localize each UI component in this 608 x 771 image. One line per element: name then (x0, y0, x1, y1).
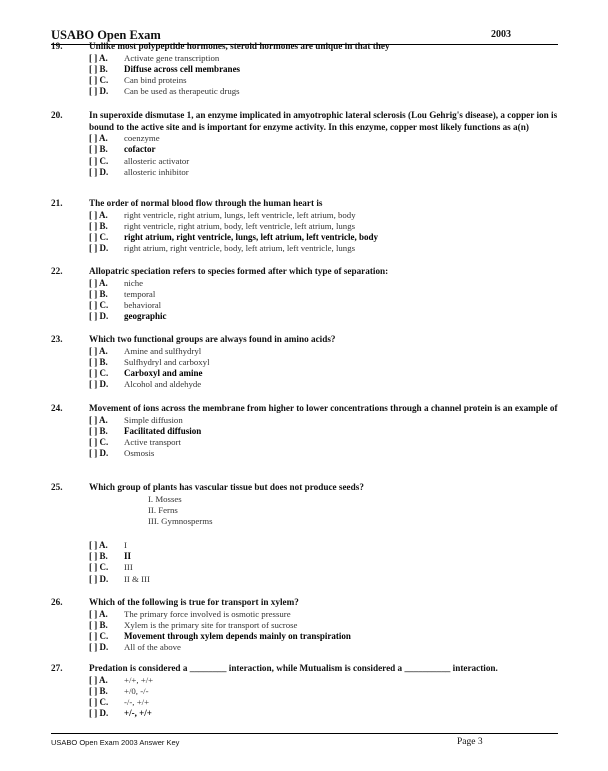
page-footer (51, 733, 558, 747)
question-text: The order of normal blood flow through the human heart is (89, 198, 323, 208)
option-checkbox[interactable]: [ ] A. (89, 133, 108, 143)
option-list (89, 346, 561, 391)
question-27 (51, 663, 561, 720)
option-checkbox[interactable]: [ ] C. (89, 232, 109, 243)
option-a[interactable] (89, 415, 561, 426)
question-text: Movement of ions across the membrane from higher to lower concentrations through a channel protein is an example of (89, 403, 558, 413)
option-list (89, 415, 561, 460)
option-c[interactable] (89, 437, 561, 448)
option-checkbox[interactable]: [ ] D. (89, 448, 109, 459)
option-checkbox[interactable]: [ ] C. (89, 437, 109, 448)
option-a[interactable] (89, 210, 561, 221)
question-text: Which two functional groups are always found in amino acids? (89, 334, 336, 344)
roman-item: I. Mosses (148, 493, 182, 504)
option-text: +/+, +/+ (124, 674, 154, 685)
question-number: 19. (51, 41, 63, 51)
option-checkbox[interactable]: [ ] C. (89, 155, 109, 166)
option-checkbox[interactable]: [ ] D. (89, 243, 109, 254)
option-checkbox[interactable]: [ ] D. (89, 166, 109, 177)
option-list (89, 133, 561, 178)
option-checkbox[interactable]: [ ] C. (89, 697, 109, 708)
option-checkbox[interactable]: [ ] D. (89, 311, 109, 322)
option-c[interactable] (89, 75, 561, 86)
option-text: allosteric activator (124, 155, 190, 166)
option-checkbox[interactable]: [ ] A. (89, 277, 108, 288)
option-checkbox[interactable]: [ ] B. (89, 685, 108, 696)
roman-numeral-list (89, 494, 561, 528)
question-number: 27. (51, 663, 63, 673)
option-b[interactable] (89, 551, 561, 562)
option-list (89, 675, 561, 720)
option-text: Active transport (124, 437, 181, 448)
option-b[interactable] (89, 144, 561, 155)
option-checkbox[interactable]: [ ] B. (89, 619, 108, 630)
option-text: niche (124, 277, 144, 288)
option-text: behavioral (124, 300, 162, 311)
option-text: right ventricle, right atrium, body, left ventricle, left atrium, lungs (124, 220, 356, 231)
option-text: Diffuse across cell membranes (124, 63, 241, 74)
option-d[interactable] (89, 448, 561, 459)
question-text: Predation is considered a ________ interaction, while Mutualism is considered a __________ interaction. (89, 663, 498, 673)
option-checkbox[interactable]: [ ] A. (89, 209, 108, 220)
option-text: Osmosis (124, 448, 155, 459)
option-checkbox[interactable]: [ ] C. (89, 300, 109, 311)
exam-year: 2003 (491, 29, 511, 40)
option-checkbox[interactable]: [ ] B. (89, 356, 108, 367)
question-25 (51, 482, 561, 585)
option-checkbox[interactable]: [ ] B. (89, 425, 108, 436)
option-c[interactable] (89, 156, 561, 167)
option-text: Activate gene transcription (124, 52, 220, 63)
option-text: All of the above (124, 642, 181, 653)
option-text: +/0, -/- (124, 685, 149, 696)
option-checkbox[interactable]: [ ] B. (89, 63, 108, 74)
option-d[interactable] (89, 708, 561, 719)
footer-doc-title: USABO Open Exam 2003 Answer Key (51, 738, 180, 747)
option-checkbox[interactable]: [ ] B. (89, 220, 108, 231)
option-text: III (124, 562, 133, 573)
option-checkbox[interactable]: [ ] A. (89, 539, 108, 550)
question-22 (51, 266, 561, 323)
option-text: right ventricle, right atrium, lungs, left ventricle, left atrium, body (124, 209, 356, 220)
option-list (89, 53, 561, 98)
option-checkbox[interactable]: [ ] B. (89, 551, 108, 562)
option-a[interactable] (89, 278, 561, 289)
option-b[interactable] (89, 289, 561, 300)
roman-item: III. Gymnosperms (148, 516, 213, 527)
option-a[interactable] (89, 540, 561, 551)
option-d[interactable] (89, 311, 561, 322)
option-text: cofactor (124, 144, 156, 155)
option-b[interactable] (89, 686, 561, 697)
exam-title: USABO Open Exam (51, 28, 161, 42)
option-text: geographic (124, 311, 167, 322)
option-text: Carboxyl and amine (124, 368, 203, 379)
option-checkbox[interactable]: [ ] C. (89, 631, 109, 642)
question-number: 20. (51, 110, 63, 120)
option-text: allosteric inhibitor (124, 166, 189, 177)
question-20 (51, 110, 561, 178)
option-d[interactable] (89, 574, 561, 585)
option-text: Facilitated diffusion (124, 425, 202, 436)
option-text: coenzyme (124, 133, 160, 143)
option-list (89, 609, 561, 654)
question-number: 25. (51, 482, 63, 492)
option-checkbox[interactable]: [ ] D. (89, 86, 109, 97)
option-c[interactable] (89, 232, 561, 243)
question-19 (51, 41, 561, 98)
option-checkbox[interactable]: [ ] A. (89, 52, 108, 63)
option-checkbox[interactable]: [ ] B. (89, 288, 108, 299)
option-b[interactable] (89, 64, 561, 75)
option-checkbox[interactable]: [ ] A. (89, 414, 108, 425)
option-checkbox[interactable]: [ ] D. (89, 642, 109, 653)
option-a[interactable] (89, 346, 561, 357)
option-checkbox[interactable]: [ ] A. (89, 608, 108, 619)
option-checkbox[interactable]: [ ] A. (89, 345, 108, 356)
option-text: I (124, 539, 127, 550)
option-checkbox[interactable]: [ ] D. (89, 379, 109, 390)
option-c[interactable] (89, 368, 561, 379)
question-text: Unlike most polypeptide hormones, steroid hormones are unique in that they (89, 41, 390, 51)
option-list (89, 210, 561, 255)
option-text: -/-, +/+ (124, 697, 150, 708)
option-text: Sulfhydryl and carboxyl (124, 356, 210, 367)
option-text: II (124, 551, 132, 562)
question-text: Which group of plants has vascular tissue but does not produce seeds? (89, 482, 364, 492)
option-c[interactable] (89, 562, 561, 573)
option-d[interactable] (89, 243, 561, 254)
question-26 (51, 597, 561, 654)
question-text: In superoxide dismutase 1, an enzyme implicated in amyotrophic lateral sclerosis (Lou Gehrig's disease), a copper ion is bound to the active site and is important for enzyme activity. In this enzyme, copper most likely functions as a(n) (89, 110, 558, 132)
option-a[interactable] (89, 53, 561, 64)
option-checkbox[interactable]: [ ] C. (89, 368, 109, 379)
option-a[interactable] (89, 675, 561, 686)
option-text: Movement through xylem depends mainly on transpiration (124, 631, 351, 642)
roman-item: II. Ferns (148, 504, 178, 515)
option-text: right atrium, right ventricle, body, left atrium, left ventricle, lungs (124, 243, 356, 254)
question-text: Allopatric speciation refers to species formed after which type of separation: (89, 266, 389, 276)
option-text: temporal (124, 288, 156, 299)
option-checkbox[interactable]: [ ] B. (89, 144, 108, 155)
option-checkbox[interactable]: [ ] A. (89, 674, 108, 685)
option-checkbox[interactable]: [ ] C. (89, 562, 109, 573)
option-b[interactable] (89, 357, 561, 368)
option-text: Simple diffusion (124, 414, 183, 425)
option-text: Can be used as therapeutic drugs (124, 86, 240, 97)
question-number: 24. (51, 403, 63, 413)
question-number: 21. (51, 198, 63, 208)
option-d[interactable] (89, 167, 561, 178)
option-text: +/-, +/+ (124, 708, 152, 719)
option-b[interactable] (89, 221, 561, 232)
question-21 (51, 198, 561, 255)
option-text: The primary force involved is osmotic pressure (124, 608, 291, 619)
option-text: Xylem is the primary site for transport of sucrose (124, 619, 298, 630)
page-number: Page 3 (457, 737, 483, 747)
option-text: right atrium, right ventricle, lungs, left atrium, left ventricle, body (124, 232, 378, 243)
option-c[interactable] (89, 697, 561, 708)
option-text: Can bind proteins (124, 75, 187, 86)
option-d[interactable] (89, 86, 561, 97)
question-23 (51, 334, 561, 391)
option-text: Amine and sulfhydryl (124, 345, 202, 356)
option-text: Alcohol and aldehyde (124, 379, 202, 390)
option-c[interactable] (89, 300, 561, 311)
option-list (89, 278, 561, 323)
question-24 (51, 403, 561, 460)
question-number: 26. (51, 597, 63, 607)
question-text: Which of the following is true for transport in xylem? (89, 597, 299, 607)
option-list (89, 540, 561, 585)
question-number: 22. (51, 266, 63, 276)
option-c[interactable] (89, 631, 561, 642)
option-checkbox[interactable]: [ ] D. (89, 708, 109, 719)
option-a[interactable] (89, 609, 561, 620)
option-checkbox[interactable]: [ ] D. (89, 573, 109, 584)
option-d[interactable] (89, 642, 561, 653)
option-text: II & III (124, 573, 150, 584)
option-b[interactable] (89, 426, 561, 437)
option-checkbox[interactable]: [ ] C. (89, 75, 109, 86)
question-number: 23. (51, 334, 63, 344)
option-d[interactable] (89, 379, 561, 390)
option-a[interactable] (89, 133, 561, 144)
option-b[interactable] (89, 620, 561, 631)
